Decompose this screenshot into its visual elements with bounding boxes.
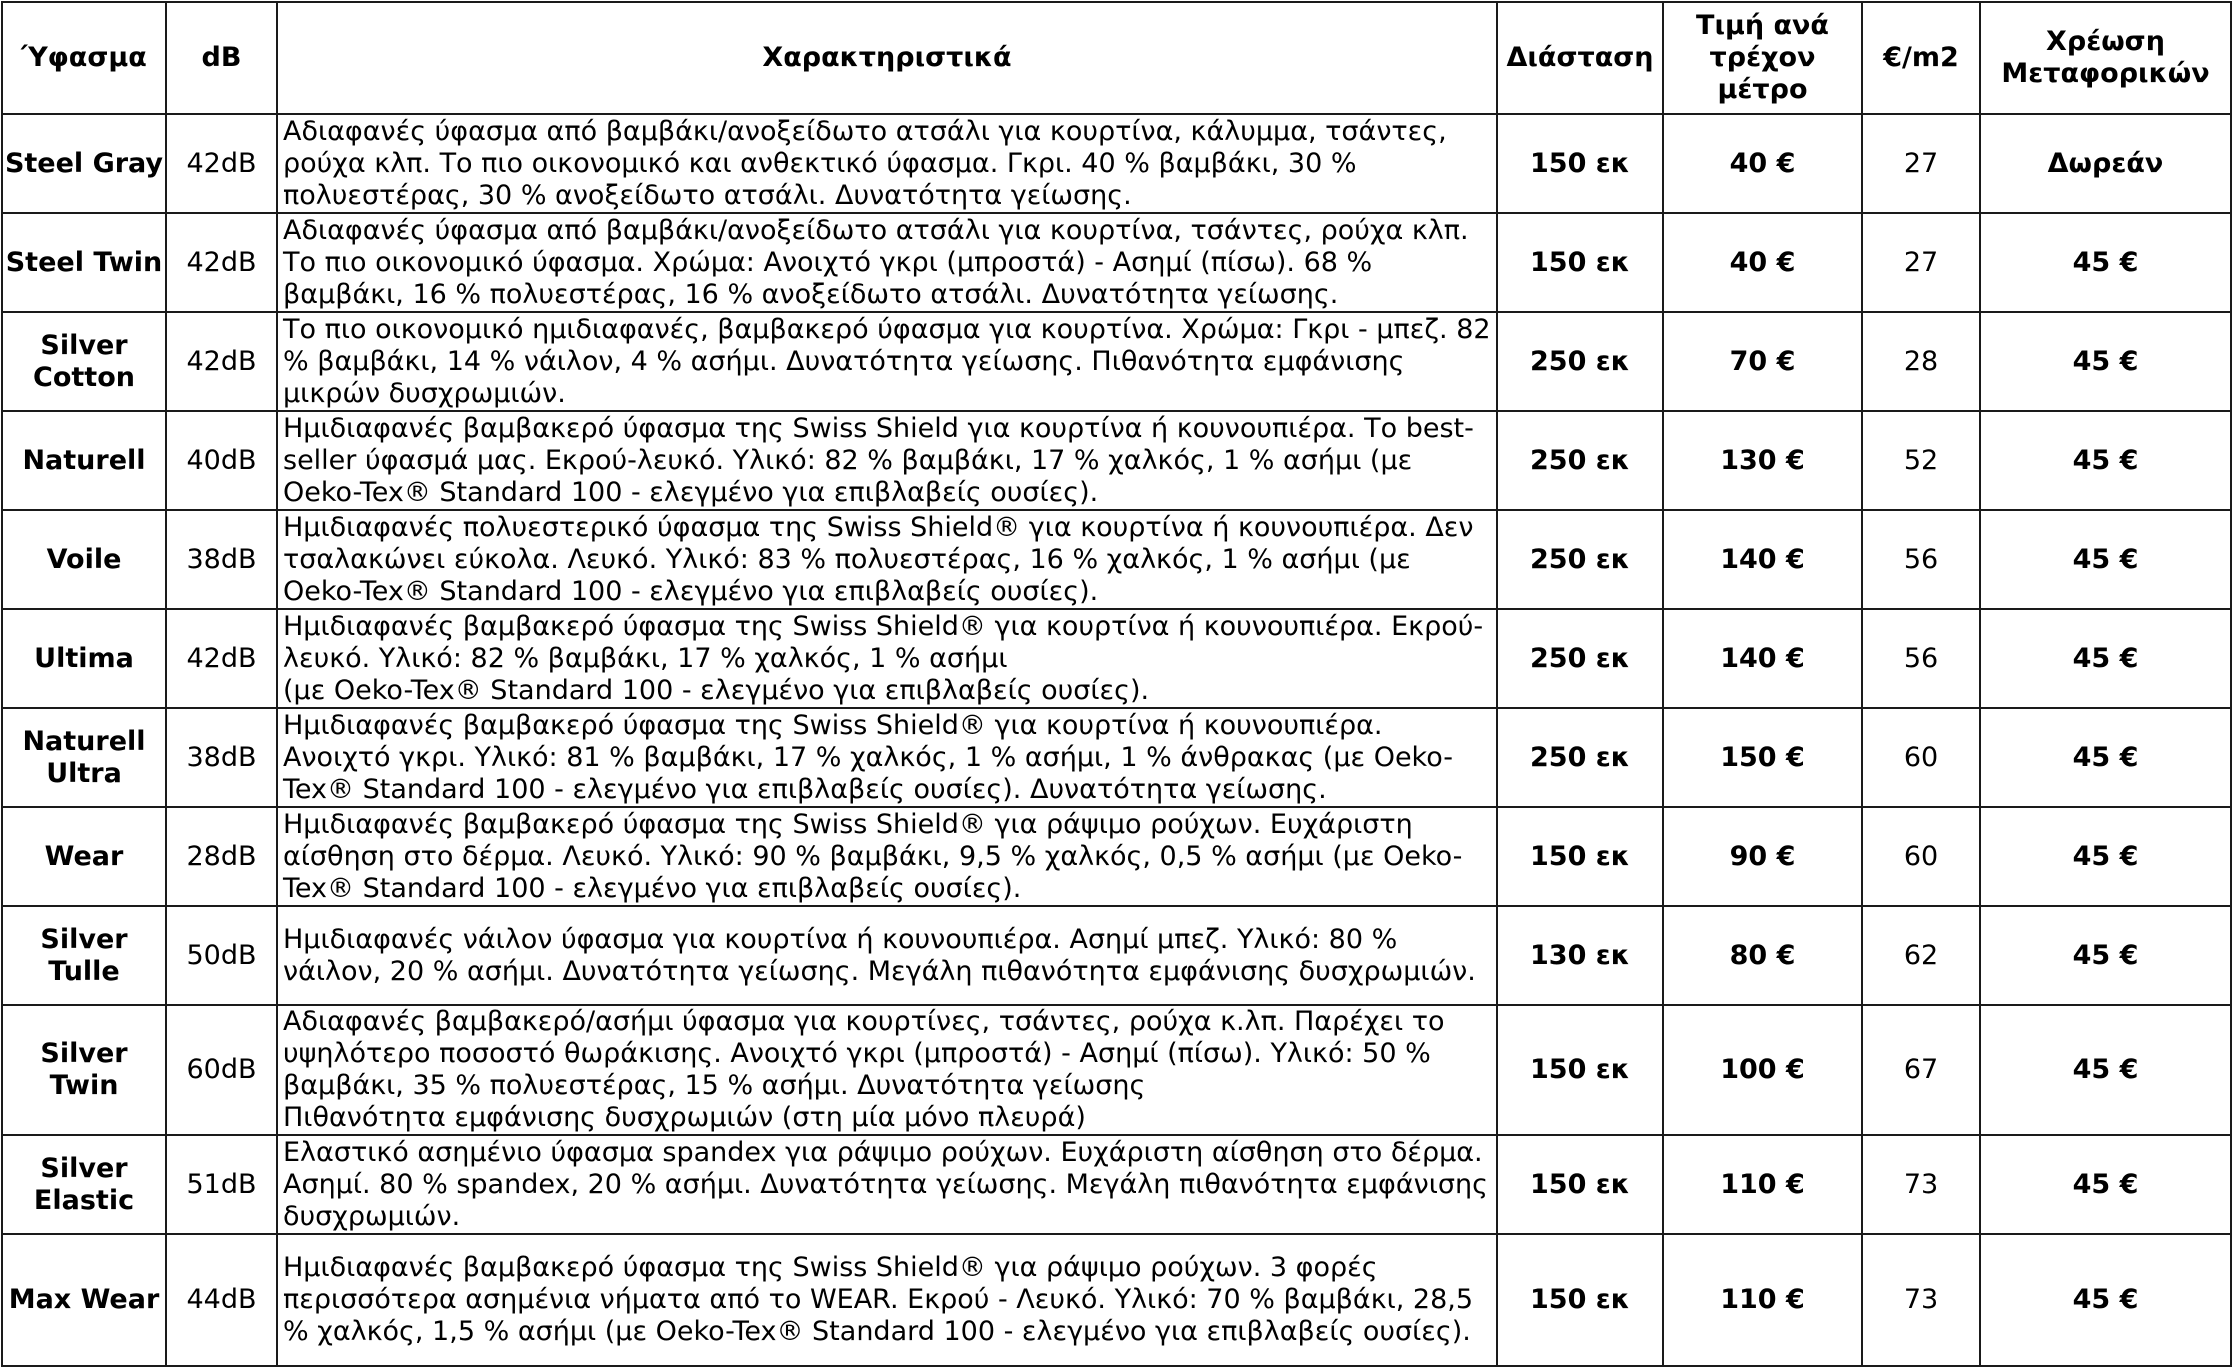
cell-per-m2: 52: [1862, 411, 1980, 510]
cell-dimension: 150 εκ: [1497, 213, 1663, 312]
cell-shipping: 45 €: [1980, 807, 2231, 906]
cell-features: Ημιδιαφανές νάιλον ύφασμα για κουρτίνα ή κουνουπιέρα. Ασημί μπεζ. Υλικό: 80 % νάιλον, 20 % ασήμι. Δυνατότητα γείωσης. Μεγάλη πιθανότητα εμφάνισης δυσχρωμιών.: [277, 906, 1497, 1005]
cell-fabric-name: Naturell: [2, 411, 166, 510]
cell-features: Ημιδιαφανές βαμβακερό ύφασμα της Swiss Shield® για ράψιμο ρούχων. 3 φορές περισσότερα ασημένια νήματα από το WEAR. Εκρού - Λευκό. Υλικό: 70 % βαμβάκι, 28,5 % χαλκός, 1,5 % ασήμι (με Oeko-Tex® Standard 100 - ελεγμένο για επιβλαβείς ουσίες).: [277, 1234, 1497, 1366]
cell-dimension: 250 εκ: [1497, 510, 1663, 609]
cell-dimension: 150 εκ: [1497, 1234, 1663, 1366]
header-per-m2: €/m2: [1862, 2, 1980, 114]
table-row: [2, 312, 2231, 411]
cell-price: 100 €: [1663, 1005, 1862, 1135]
cell-features: Αδιαφανές βαμβακερό/ασήμι ύφασμα για κουρτίνες, τσάντες, ρούχα κ.λπ. Παρέχει το υψηλότερο ποσοστό θωράκισης. Ανοιχτό γκρι (μπροστά) - Ασημί (πίσω). Υλικό: 50 % βαμβάκι, 35 % πολυεστέρας, 15 % ασήμι. Δυνατότητα γείωσης Πιθανότητα εμφάνισης δυσχρωμιών (στη μία μόνο πλευρά): [277, 1005, 1497, 1135]
cell-shipping: 45 €: [1980, 1135, 2231, 1234]
cell-dimension: 150 εκ: [1497, 1005, 1663, 1135]
cell-shipping: 45 €: [1980, 411, 2231, 510]
cell-per-m2: 27: [1862, 213, 1980, 312]
cell-features: Το πιο οικονομικό ημιδιαφανές, βαμβακερό ύφασμα για κουρτίνα. Χρώμα: Γκρι - μπεζ. 82 % βαμβάκι, 14 % νάιλον, 4 % ασήμι. Δυνατότητα γείωσης. Πιθανότητα εμφάνισης μικρών δυσχρωμιών.: [277, 312, 1497, 411]
table-row: [2, 708, 2231, 807]
cell-features: Ελαστικό ασημένιο ύφασμα spandex για ράψιμο ρούχων. Ευχάριστη αίσθηση στο δέρμα. Ασημί. 80 % spandex, 20 % ασήμι. Δυνατότητα γείωσης. Μεγάλη πιθανότητα εμφάνισης δυσχρωμιών.: [277, 1135, 1497, 1234]
table-row: [2, 213, 2231, 312]
cell-dimension: 250 εκ: [1497, 411, 1663, 510]
cell-dimension: 250 εκ: [1497, 609, 1663, 708]
cell-fabric-name: Silver Elastic: [2, 1135, 166, 1234]
cell-per-m2: 73: [1862, 1234, 1980, 1366]
cell-per-m2: 60: [1862, 708, 1980, 807]
cell-per-m2: 28: [1862, 312, 1980, 411]
cell-fabric-name: Ultima: [2, 609, 166, 708]
cell-shipping: 45 €: [1980, 609, 2231, 708]
cell-shipping: 45 €: [1980, 1005, 2231, 1135]
cell-shipping: Δωρεάν: [1980, 114, 2231, 213]
table-row: [2, 1005, 2231, 1135]
table-row: [2, 906, 2231, 1005]
table-row: [2, 609, 2231, 708]
cell-shipping: 45 €: [1980, 213, 2231, 312]
cell-fabric-name: Wear: [2, 807, 166, 906]
header-features: Χαρακτηριστικά: [277, 2, 1497, 114]
cell-per-m2: 62: [1862, 906, 1980, 1005]
cell-shipping: 45 €: [1980, 510, 2231, 609]
header-dimension: Διάσταση: [1497, 2, 1663, 114]
cell-features: Ημιδιαφανές βαμβακερό ύφασμα της Swiss Shield για κουρτίνα ή κουνουπιέρα. Το best-seller ύφασμά μας. Εκρού-λευκό. Υλικό: 82 % βαμβάκι, 17 % χαλκός, 1 % ασήμι (με Oeko-Tex® Standard 100 - ελεγμένο για επιβλαβείς ουσίες).: [277, 411, 1497, 510]
cell-per-m2: 56: [1862, 609, 1980, 708]
cell-fabric-name: Silver Twin: [2, 1005, 166, 1135]
cell-db: 38dB: [166, 510, 277, 609]
table-row: [2, 411, 2231, 510]
cell-db: 50dB: [166, 906, 277, 1005]
cell-per-m2: 27: [1862, 114, 1980, 213]
cell-fabric-name: Steel Gray: [2, 114, 166, 213]
cell-features: Αδιαφανές ύφασμα από βαμβάκι/ανοξείδωτο ατσάλι για κουρτίνα, τσάντες, ρούχα κλπ. Το πιο οικονομικό ύφασμα. Χρώμα: Ανοιχτό γκρι (μπροστά) - Ασημί (πίσω). 68 % βαμβάκι, 16 % πολυεστέρας, 16 % ανοξείδωτο ατσάλι. Δυνατότητα γείωσης.: [277, 213, 1497, 312]
cell-shipping: 45 €: [1980, 906, 2231, 1005]
table-row: [2, 1234, 2231, 1366]
cell-price: 110 €: [1663, 1135, 1862, 1234]
cell-fabric-name: Silver Cotton: [2, 312, 166, 411]
cell-db: 44dB: [166, 1234, 277, 1366]
fabric-price-table: [1, 1, 2232, 1367]
cell-dimension: 250 εκ: [1497, 312, 1663, 411]
cell-db: 38dB: [166, 708, 277, 807]
cell-db: 51dB: [166, 1135, 277, 1234]
cell-shipping: 45 €: [1980, 708, 2231, 807]
cell-db: 42dB: [166, 312, 277, 411]
cell-fabric-name: Steel Twin: [2, 213, 166, 312]
cell-fabric-name: Max Wear: [2, 1234, 166, 1366]
cell-price: 150 €: [1663, 708, 1862, 807]
cell-features: Αδιαφανές ύφασμα από βαμβάκι/ανοξείδωτο ατσάλι για κουρτίνα, κάλυμμα, τσάντες, ρούχα κλπ. Το πιο οικονομικό και ανθεκτικό ύφασμα. Γκρι. 40 % βαμβάκι, 30 % πολυεστέρας, 30 % ανοξείδωτο ατσάλι. Δυνατότητα γείωσης.: [277, 114, 1497, 213]
cell-price: 130 €: [1663, 411, 1862, 510]
cell-dimension: 150 εκ: [1497, 807, 1663, 906]
cell-price: 140 €: [1663, 510, 1862, 609]
header-price: Τιμή ανά τρέχον μέτρο: [1663, 2, 1862, 114]
cell-price: 90 €: [1663, 807, 1862, 906]
cell-price: 70 €: [1663, 312, 1862, 411]
cell-price: 40 €: [1663, 114, 1862, 213]
cell-fabric-name: Silver Tulle: [2, 906, 166, 1005]
cell-per-m2: 56: [1862, 510, 1980, 609]
cell-shipping: 45 €: [1980, 1234, 2231, 1366]
table-row: [2, 114, 2231, 213]
cell-price: 80 €: [1663, 906, 1862, 1005]
cell-dimension: 130 εκ: [1497, 906, 1663, 1005]
table-row: [2, 1135, 2231, 1234]
cell-db: 28dB: [166, 807, 277, 906]
cell-per-m2: 60: [1862, 807, 1980, 906]
cell-fabric-name: Voile: [2, 510, 166, 609]
cell-fabric-name: Naturell Ultra: [2, 708, 166, 807]
table-row: [2, 510, 2231, 609]
table-row: [2, 807, 2231, 906]
cell-dimension: 250 εκ: [1497, 708, 1663, 807]
cell-per-m2: 67: [1862, 1005, 1980, 1135]
cell-shipping: 45 €: [1980, 312, 2231, 411]
cell-db: 42dB: [166, 609, 277, 708]
header-row: [2, 2, 2231, 114]
cell-db: 42dB: [166, 213, 277, 312]
cell-price: 110 €: [1663, 1234, 1862, 1366]
cell-price: 40 €: [1663, 213, 1862, 312]
header-db: dB: [166, 2, 277, 114]
cell-db: 60dB: [166, 1005, 277, 1135]
cell-price: 140 €: [1663, 609, 1862, 708]
header-fabric: Ύφασμα: [2, 2, 166, 114]
cell-features: Ημιδιαφανές βαμβακερό ύφασμα της Swiss Shield® για κουρτίνα ή κουνουπιέρα. Εκρού-λευκό. Υλικό: 82 % βαμβάκι, 17 % χαλκός, 1 % ασήμι (με Oeko-Tex® Standard 100 - ελεγμένο για επιβλαβείς ουσίες).: [277, 609, 1497, 708]
cell-per-m2: 73: [1862, 1135, 1980, 1234]
header-shipping: Χρέωση Μεταφορικών: [1980, 2, 2231, 114]
cell-dimension: 150 εκ: [1497, 1135, 1663, 1234]
cell-db: 40dB: [166, 411, 277, 510]
cell-dimension: 150 εκ: [1497, 114, 1663, 213]
cell-features: Ημιδιαφανές πολυεστερικό ύφασμα της Swiss Shield® για κουρτίνα ή κουνουπιέρα. Δεν τσαλακώνει εύκολα. Λευκό. Υλικό: 83 % πολυεστέρας, 16 % χαλκός, 1 % ασήμι (με Oeko-Tex® Standard 100 - ελεγμένο για επιβλαβείς ουσίες).: [277, 510, 1497, 609]
cell-features: Ημιδιαφανές βαμβακερό ύφασμα της Swiss Shield® για κουρτίνα ή κουνουπιέρα. Ανοιχτό γκρι. Υλικό: 81 % βαμβάκι, 17 % χαλκός, 1 % ασήμι, 1 % άνθρακας (με Oeko-Tex® Standard 100 - ελεγμένο για επιβλαβείς ουσίες). Δυνατότητα γείωσης.: [277, 708, 1497, 807]
cell-db: 42dB: [166, 114, 277, 213]
cell-features: Ημιδιαφανές βαμβακερό ύφασμα της Swiss Shield® για ράψιμο ρούχων. Ευχάριστη αίσθηση στο δέρμα. Λευκό. Υλικό: 90 % βαμβάκι, 9,5 % χαλκός, 0,5 % ασήμι (με Oeko-Tex® Standard 100 - ελεγμένο για επιβλαβείς ουσίες).: [277, 807, 1497, 906]
